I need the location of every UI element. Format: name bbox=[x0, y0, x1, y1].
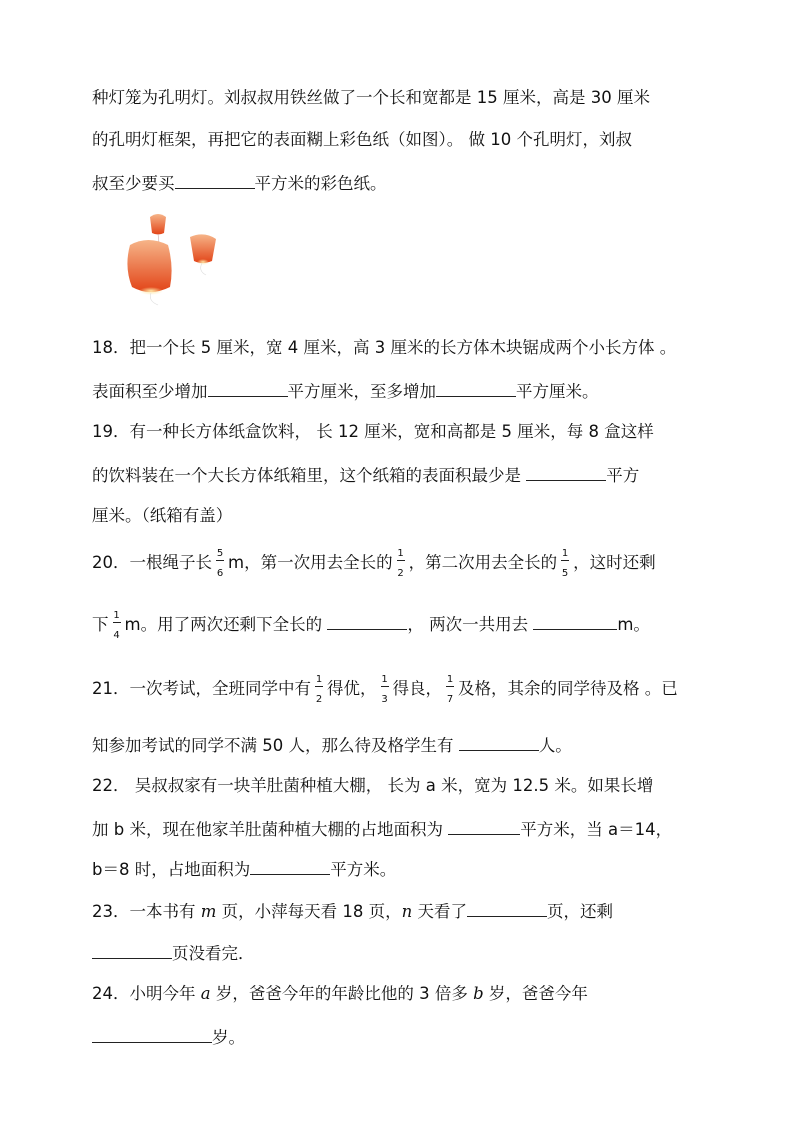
denominator: 4 bbox=[113, 630, 120, 641]
p21-text: 及格，其余的同学待及格 。已 bbox=[458, 679, 678, 698]
p18-text: 平方厘米。 bbox=[516, 382, 599, 401]
p18-text: 表面积至少增加 bbox=[92, 382, 208, 401]
p24-line-2 bbox=[92, 1024, 245, 1050]
numerator: 5 bbox=[216, 548, 224, 559]
fraction bbox=[379, 670, 391, 705]
p20-text: ，第二次用去全长的 bbox=[408, 553, 558, 572]
p20-text: 20．一根绳子长 bbox=[92, 553, 212, 572]
p23-text: 23．一本书有 bbox=[92, 902, 201, 921]
p21-line-2 bbox=[92, 732, 572, 758]
p22-text: 加 b 米，现在他家羊肚菌种植大棚的占地面积为 bbox=[92, 820, 443, 839]
p23-text: 页，小萍每天看 18 页， bbox=[216, 902, 402, 921]
p19-line-1: 19．有一种长方体纸盒饮料， 长 12 厘米，宽和高都是 5 厘米，每 8 盒这样 bbox=[92, 422, 654, 441]
p23-line-1 bbox=[92, 898, 613, 924]
p20-text: m，第一次用去全长的 bbox=[228, 553, 393, 572]
denominator: 5 bbox=[561, 568, 569, 579]
p19-line-3: 厘米。（纸箱有盖） bbox=[92, 506, 233, 525]
p17-line-2: 的孔明灯框架，再把它的表面糊上彩色纸（如图）。 做 10 个孔明灯，刘叔 bbox=[92, 130, 632, 149]
answer-blank[interactable] bbox=[250, 856, 330, 875]
variable-a: a bbox=[200, 984, 211, 1003]
p17-line-3 bbox=[92, 170, 387, 196]
p20-line-2 bbox=[92, 606, 650, 641]
denominator: 7 bbox=[446, 694, 454, 705]
denominator: 2 bbox=[315, 694, 323, 705]
sky-lantern-image bbox=[118, 205, 228, 310]
p22-line-2 bbox=[92, 816, 672, 842]
p21-text: 得优， bbox=[327, 679, 377, 698]
p20-text: m。 bbox=[617, 615, 650, 634]
p22-text: 平方米。 bbox=[330, 860, 397, 879]
denominator: 2 bbox=[397, 568, 404, 579]
fraction bbox=[214, 544, 226, 579]
p24-text: 岁，爸爸今年的年龄比他的 3 倍多 bbox=[210, 984, 474, 1003]
p23-text: 天看了 bbox=[412, 902, 468, 921]
p20-line-1 bbox=[92, 544, 656, 579]
p21-text: 人。 bbox=[538, 736, 572, 755]
fraction bbox=[395, 544, 407, 579]
p24-text: 岁，爸爸今年 bbox=[483, 984, 588, 1003]
p19-text: 的饮料装在一个大长方体纸箱里，这个纸箱的表面积最少是 bbox=[92, 466, 521, 485]
p17-text: 叔至少要买 bbox=[92, 174, 175, 193]
p20-text: ， 两次一共用去 bbox=[407, 615, 529, 634]
p24-text: 岁。 bbox=[212, 1028, 245, 1047]
variable-b: b bbox=[473, 984, 484, 1003]
p20-text: m。用了两次还剩下全长的 bbox=[124, 615, 323, 634]
p17-line-1: 种灯笼为孔明灯。刘叔叔用铁丝做了一个长和宽都是 15 厘米，高是 30 厘米 bbox=[92, 88, 650, 107]
numerator: 1 bbox=[561, 548, 569, 559]
denominator: 6 bbox=[216, 568, 224, 579]
p18-text: 平方厘米，至多增加 bbox=[287, 382, 436, 401]
answer-blank[interactable] bbox=[533, 611, 617, 630]
variable-m: m bbox=[200, 902, 217, 921]
fraction bbox=[313, 670, 325, 705]
p19-text: 平方 bbox=[606, 466, 640, 485]
numerator: 1 bbox=[113, 610, 120, 621]
answer-blank[interactable] bbox=[92, 940, 172, 959]
p21-text: 得良， bbox=[392, 679, 442, 698]
numerator: 1 bbox=[446, 674, 454, 685]
denominator: 3 bbox=[381, 694, 388, 705]
p22-text: b＝8 时，占地面积为 bbox=[92, 860, 251, 879]
numerator: 1 bbox=[397, 548, 404, 559]
answer-blank[interactable] bbox=[327, 611, 407, 630]
p18-line-1: 18．把一个长 5 厘米，宽 4 厘米，高 3 厘米的长方体木块锯成两个小长方体 。 bbox=[92, 338, 677, 357]
p22-text: 平方米，当 a＝14， bbox=[520, 820, 673, 839]
answer-blank[interactable] bbox=[92, 1024, 212, 1043]
p18-line-2 bbox=[92, 378, 599, 404]
answer-blank[interactable] bbox=[175, 170, 255, 189]
answer-blank[interactable] bbox=[467, 898, 547, 917]
answer-blank[interactable] bbox=[436, 378, 516, 397]
numerator: 1 bbox=[381, 674, 388, 685]
answer-blank[interactable] bbox=[459, 732, 539, 751]
numerator: 1 bbox=[315, 674, 323, 685]
p23-text: 页，还剩 bbox=[547, 902, 614, 921]
p20-text: 下 bbox=[92, 615, 109, 634]
p20-text: ，这时还剩 bbox=[573, 553, 656, 572]
answer-blank[interactable] bbox=[448, 816, 520, 835]
answer-blank[interactable] bbox=[208, 378, 288, 397]
p24-line-1 bbox=[92, 982, 588, 1006]
fraction bbox=[559, 544, 571, 579]
fraction bbox=[111, 606, 123, 641]
p19-line-2 bbox=[92, 462, 639, 488]
p17-text: 平方米的彩色纸。 bbox=[254, 174, 387, 193]
p22-line-3 bbox=[92, 856, 396, 882]
p21-text: 21．一次考试，全班同学中有 bbox=[92, 679, 311, 698]
p21-text: 知参加考试的同学不满 50 人，那么待及格学生有 bbox=[92, 736, 454, 755]
fraction bbox=[444, 670, 456, 705]
answer-blank[interactable] bbox=[526, 462, 606, 481]
p21-line-1 bbox=[92, 670, 678, 705]
p22-line-1: 22． 吴叔叔家有一块羊肚菌种植大棚， 长为 a 米，宽为 12.5 米。如果长增 bbox=[92, 776, 654, 795]
variable-n: n bbox=[401, 902, 413, 921]
p24-text: 24．小明今年 bbox=[92, 984, 201, 1003]
p23-line-2 bbox=[92, 940, 255, 966]
p23-text: 页没看完． bbox=[172, 944, 255, 963]
